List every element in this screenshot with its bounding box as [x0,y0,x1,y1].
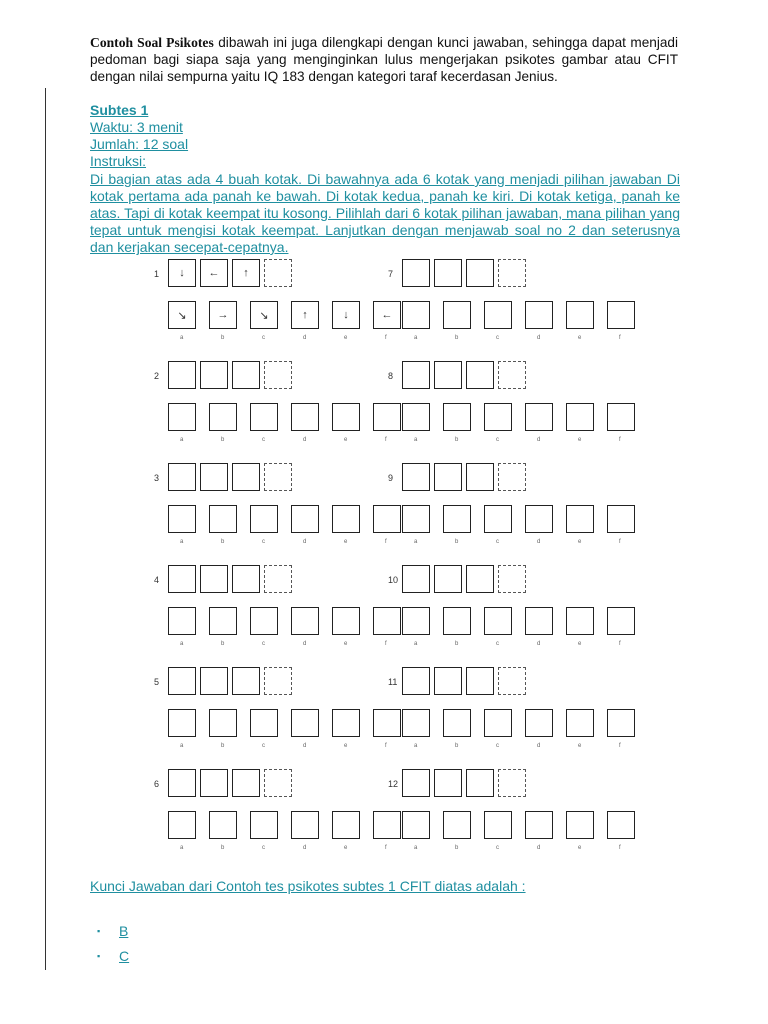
option-label: c [496,335,499,341]
question-number: 2 [154,371,160,381]
item-box [434,667,462,695]
option-box [209,607,237,635]
empty-answer-box [498,769,526,797]
intro-lead: Contoh Soal Psikotes [90,35,214,50]
option-label: d [303,437,307,443]
item-box [466,565,494,593]
option-box [402,301,430,329]
option-label: d [537,743,541,749]
option-label: c [496,437,499,443]
item-box [232,463,260,491]
option-box [291,607,319,635]
option-box [443,607,471,635]
option-label: d [303,641,307,647]
option-label: d [537,641,541,647]
item-box [402,565,430,593]
option-box [373,709,401,737]
option-box [168,505,196,533]
question-number: 1 [154,269,160,279]
option-label: c [262,743,265,749]
option-box [209,709,237,737]
item-box [232,667,260,695]
option-box [607,709,635,737]
empty-answer-box [264,259,292,287]
option-label: f [385,641,387,647]
question-number: 12 [388,779,399,789]
option-box [607,403,635,431]
item-box: ↑ [232,259,260,287]
option-label: f [619,641,621,647]
option-label: c [496,641,499,647]
option-label: f [385,335,387,341]
item-box [168,565,196,593]
option-box [607,505,635,533]
option-box [209,505,237,533]
option-label: e [578,845,582,851]
option-label: d [537,437,541,443]
option-label: b [221,335,225,341]
option-box [402,811,430,839]
option-box [332,505,360,533]
option-label: b [221,539,225,545]
option-label: a [180,539,184,545]
item-box [402,667,430,695]
option-box: ↘ [250,301,278,329]
option-label: d [537,845,541,851]
bullet-icon: ▪ [97,925,101,936]
option-label: e [344,845,348,851]
item-box [402,463,430,491]
option-box [566,811,594,839]
item-box [466,667,494,695]
empty-answer-box [498,667,526,695]
option-box [566,505,594,533]
question-number: 4 [154,575,160,585]
item-box [434,259,462,287]
option-box [332,403,360,431]
option-label: e [578,539,582,545]
option-box [168,607,196,635]
question-number: 3 [154,473,160,483]
item-box [434,565,462,593]
option-box [525,811,553,839]
option-label: e [578,335,582,341]
option-label: e [344,539,348,545]
option-box [484,709,512,737]
item-box: ← [200,259,228,287]
option-label: c [496,743,499,749]
option-box [373,403,401,431]
option-label: f [619,335,621,341]
option-label: d [303,335,307,341]
option-box [443,403,471,431]
option-box [566,403,594,431]
option-box [443,709,471,737]
option-box [525,709,553,737]
option-label: b [221,437,225,443]
question-number: 11 [388,677,398,687]
item-box [402,259,430,287]
empty-answer-box [264,667,292,695]
option-box [373,505,401,533]
option-box [250,505,278,533]
option-box [402,709,430,737]
option-label: e [344,641,348,647]
option-box [402,607,430,635]
answer-text: B [119,922,129,939]
option-label: b [455,437,459,443]
empty-answer-box [264,361,292,389]
option-label: f [619,539,621,545]
option-box: ↓ [332,301,360,329]
question-number: 6 [154,779,160,789]
item-box [434,463,462,491]
option-label: a [414,743,418,749]
option-box [332,811,360,839]
left-margin-line [45,88,46,970]
empty-answer-box [498,565,526,593]
option-box [168,811,196,839]
option-label: b [221,641,225,647]
empty-answer-box [498,361,526,389]
option-label: b [455,743,459,749]
option-box [332,709,360,737]
option-label: b [221,743,225,749]
option-box [607,811,635,839]
option-label: b [455,335,459,341]
option-label: b [455,641,459,647]
item-box [232,361,260,389]
empty-answer-box [264,769,292,797]
item-box [200,667,228,695]
option-label: a [414,539,418,545]
item-box [232,769,260,797]
option-box [484,505,512,533]
option-label: b [221,845,225,851]
option-box [250,709,278,737]
option-box [250,811,278,839]
option-box [525,607,553,635]
option-label: a [180,845,184,851]
option-label: f [385,845,387,851]
option-box [373,607,401,635]
item-box [466,769,494,797]
empty-answer-box [264,463,292,491]
item-box [168,769,196,797]
option-box [443,811,471,839]
subtes-jumlah[interactable]: Jumlah: 12 soal [90,136,189,152]
item-box [434,361,462,389]
cfit-puzzle-figure [140,255,630,865]
option-label: c [262,641,265,647]
item-box: ↓ [168,259,196,287]
option-label: c [262,437,265,443]
question-number: 9 [388,473,394,483]
option-box [402,505,430,533]
option-label: e [344,335,348,341]
empty-answer-box [498,463,526,491]
option-box: ← [373,301,401,329]
option-box [607,301,635,329]
option-box [291,505,319,533]
option-label: b [455,845,459,851]
question-number: 10 [388,575,399,585]
item-box [232,565,260,593]
option-label: e [344,437,348,443]
option-label: a [180,335,184,341]
option-box [250,607,278,635]
intro-text: dibawah ini juga dilengkapi dengan kunci jawaban, sehingga dapat menjadi pedoman bagi siapa saja yang menginginkan lulus mengerjakan psikotes gambar atau CFIT dengan nilai sempurna yaitu IQ 183 dengan kategori taraf kecerdasan Jenius. [90,35,678,84]
option-box [443,301,471,329]
option-box [484,607,512,635]
option-label: d [537,539,541,545]
item-box [402,361,430,389]
subtes-section [90,102,680,256]
option-label: e [344,743,348,749]
option-box [607,607,635,635]
item-box [434,769,462,797]
intro-paragraph [90,34,678,85]
item-box [168,667,196,695]
item-box [466,259,494,287]
question-number: 5 [154,677,160,687]
option-label: f [619,437,621,443]
option-box [484,403,512,431]
subtes-title[interactable]: Subtes 1 [90,102,149,118]
item-box [466,361,494,389]
answer-list [97,918,129,968]
option-label: e [578,437,582,443]
option-box [373,811,401,839]
option-label: a [180,641,184,647]
option-label: c [262,845,265,851]
option-box [168,403,196,431]
option-label: e [578,743,582,749]
option-label: d [303,539,307,545]
option-label: c [262,335,265,341]
option-box [209,811,237,839]
bullet-icon: ▪ [97,950,101,961]
option-label: d [537,335,541,341]
option-label: e [578,641,582,647]
option-box: ↑ [291,301,319,329]
option-box [291,811,319,839]
option-box [566,607,594,635]
option-label: b [455,539,459,545]
answer-text: C [119,947,130,964]
answer-key-heading[interactable]: Kunci Jawaban dari Contoh tes psikotes subtes 1 CFIT diatas adalah : [90,878,526,894]
option-label: f [385,743,387,749]
option-label: a [414,437,418,443]
item-box [200,361,228,389]
option-box [209,403,237,431]
option-box [484,811,512,839]
option-label: f [619,743,621,749]
option-box [402,403,430,431]
item-box [168,361,196,389]
item-box [200,565,228,593]
option-box [525,505,553,533]
option-label: c [262,539,265,545]
option-label: f [385,437,387,443]
option-box [168,709,196,737]
option-box [566,301,594,329]
option-box [525,301,553,329]
empty-answer-box [264,565,292,593]
option-box [566,709,594,737]
option-label: a [180,437,184,443]
item-box [168,463,196,491]
subtes-instruksi-text[interactable]: Di bagian atas ada 4 buah kotak. Di bawahnya ada 6 kotak yang menjadi pilihan jawaban Di kotak pertama ada panah ke bawah. Di kotak kedua, panah ke kiri. Di kotak ketiga, panah ke atas. Tapi di kotak keempat itu kosong. Pilihlah dari 6 kotak pilihan jawaban, mana pilihan yang tepat untuk mengisi kotak keempat. Lanjutkan dengan menjawab soal no 2 dan seterusnya dan kerjakan secepat-cepatnya. [90,171,680,255]
option-label: d [303,845,307,851]
option-box [484,301,512,329]
question-number: 8 [388,371,394,381]
option-box [443,505,471,533]
option-box [332,607,360,635]
option-box: ↘ [168,301,196,329]
answer-item[interactable] [97,918,129,943]
item-box [402,769,430,797]
option-box: → [209,301,237,329]
option-label: f [385,539,387,545]
item-box [466,463,494,491]
subtes-waktu[interactable]: Waktu: 3 menit [90,119,183,135]
option-label: d [303,743,307,749]
option-label: c [496,845,499,851]
option-label: c [496,539,499,545]
subtes-instruksi-label[interactable]: Instruksi: [90,153,147,169]
option-box [250,403,278,431]
option-label: f [619,845,621,851]
answer-item[interactable] [97,943,129,968]
option-label: a [414,845,418,851]
option-label: a [414,335,418,341]
option-box [291,403,319,431]
option-label: a [414,641,418,647]
empty-answer-box [498,259,526,287]
option-box [525,403,553,431]
option-label: a [180,743,184,749]
option-box [291,709,319,737]
item-box [200,463,228,491]
item-box [200,769,228,797]
question-number: 7 [388,269,394,279]
